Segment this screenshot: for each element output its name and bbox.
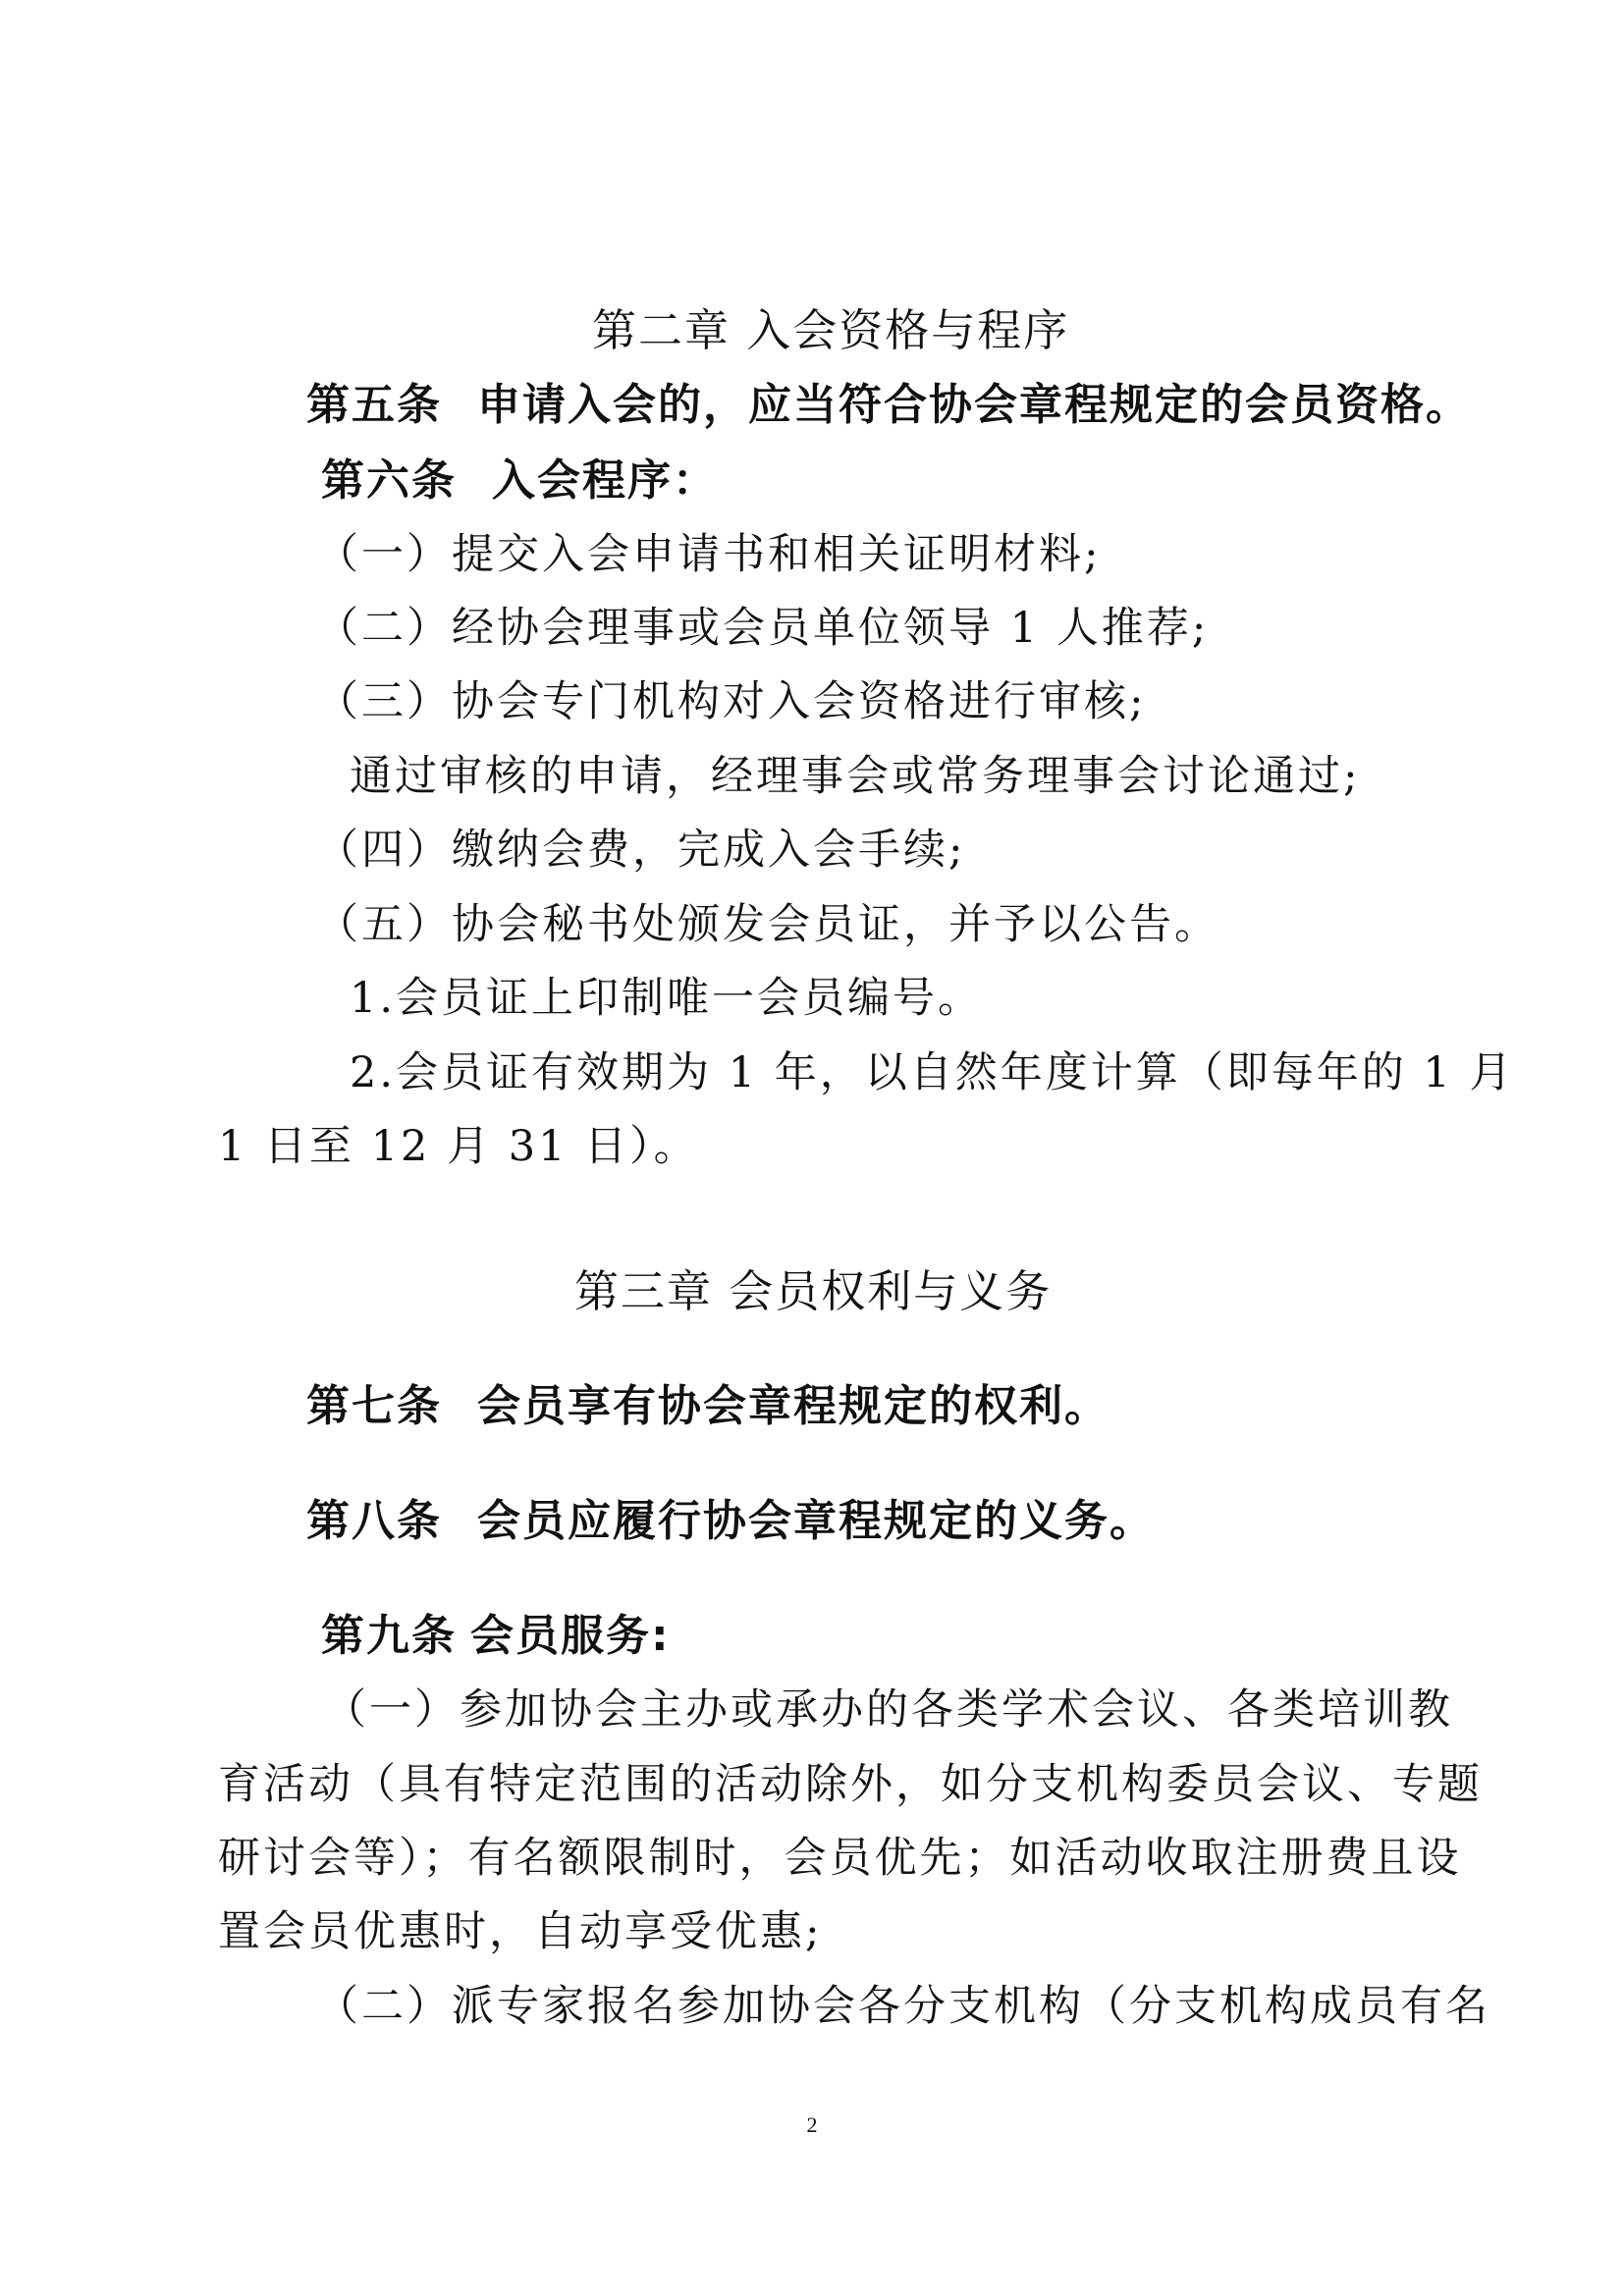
procedure-item-4: （四）缴纳会费，完成入会手续;	[316, 826, 966, 875]
service-paragraph-line-2: 育活动（具有特定范围的活动除外，如分支机构委员会议、专题	[218, 1760, 1483, 1809]
article-7	[306, 1377, 1110, 1436]
service-paragraph-line-1: （一）参加协会主办或承办的各类学术会议、各类培训教	[324, 1685, 1453, 1735]
article-5	[306, 376, 1471, 435]
service-paragraph-line-3: 研讨会等）；有名额限制时，会员优先；如活动收取注册费且设	[218, 1834, 1462, 1883]
article-7-text: 会员享有协会章程规定的权利。	[477, 1381, 1110, 1431]
service-paragraph-line-4: 置会员优惠时，自动享受优惠;	[218, 1907, 823, 1956]
article-6-text: 入会程序：	[492, 455, 718, 506]
article-7-label: 第七条	[306, 1381, 442, 1431]
article-8-label: 第八条	[306, 1496, 442, 1546]
service-paragraph-line-5: （二）派专家报名参加协会各分支机构（分支机构成员有名	[316, 1982, 1490, 2031]
page-number: 2	[806, 2112, 818, 2137]
procedure-sub-item-2-cont: 1 日至 12 月 31 日）。	[218, 1122, 699, 1171]
procedure-sub-item-2: 2.会员证有效期为 1 年，以自然年度计算（即每年的 1 月	[350, 1048, 1515, 1097]
article-6-label: 第六条	[321, 455, 457, 506]
article-9-label: 第九条	[321, 1611, 457, 1661]
chapter-3-heading: 第三章 会员权利与义务	[574, 1265, 1053, 1317]
article-8-text: 会员应履行协会章程规定的义务。	[477, 1496, 1155, 1546]
procedure-item-3: （三）协会专门机构对入会资格进行审核;	[316, 677, 1147, 726]
chapter-2-heading: 第二章 入会资格与程序	[592, 304, 1070, 356]
article-9	[321, 1607, 671, 1666]
procedure-item-3-note: 通过审核的申请，经理事会或常务理事会讨论通过;	[350, 752, 1361, 801]
article-5-label: 第五条	[306, 380, 442, 430]
article-8	[306, 1492, 1155, 1551]
procedure-sub-item-1: 1.会员证上印制唯一会员编号。	[350, 974, 984, 1023]
article-9-text: 会员服务:	[470, 1611, 671, 1661]
procedure-item-1: （一）提交入会申请书和相关证明材料;	[316, 530, 1102, 579]
article-5-text: 申请入会的，应当符合协会章程规定的会员资格。	[477, 380, 1471, 430]
procedure-item-5: （五）协会秘书处颁发会员证，并予以公告。	[316, 900, 1219, 949]
procedure-item-2: （二）经协会理事或会员单位领导 1 人推荐;	[316, 604, 1210, 653]
article-6	[321, 452, 718, 510]
